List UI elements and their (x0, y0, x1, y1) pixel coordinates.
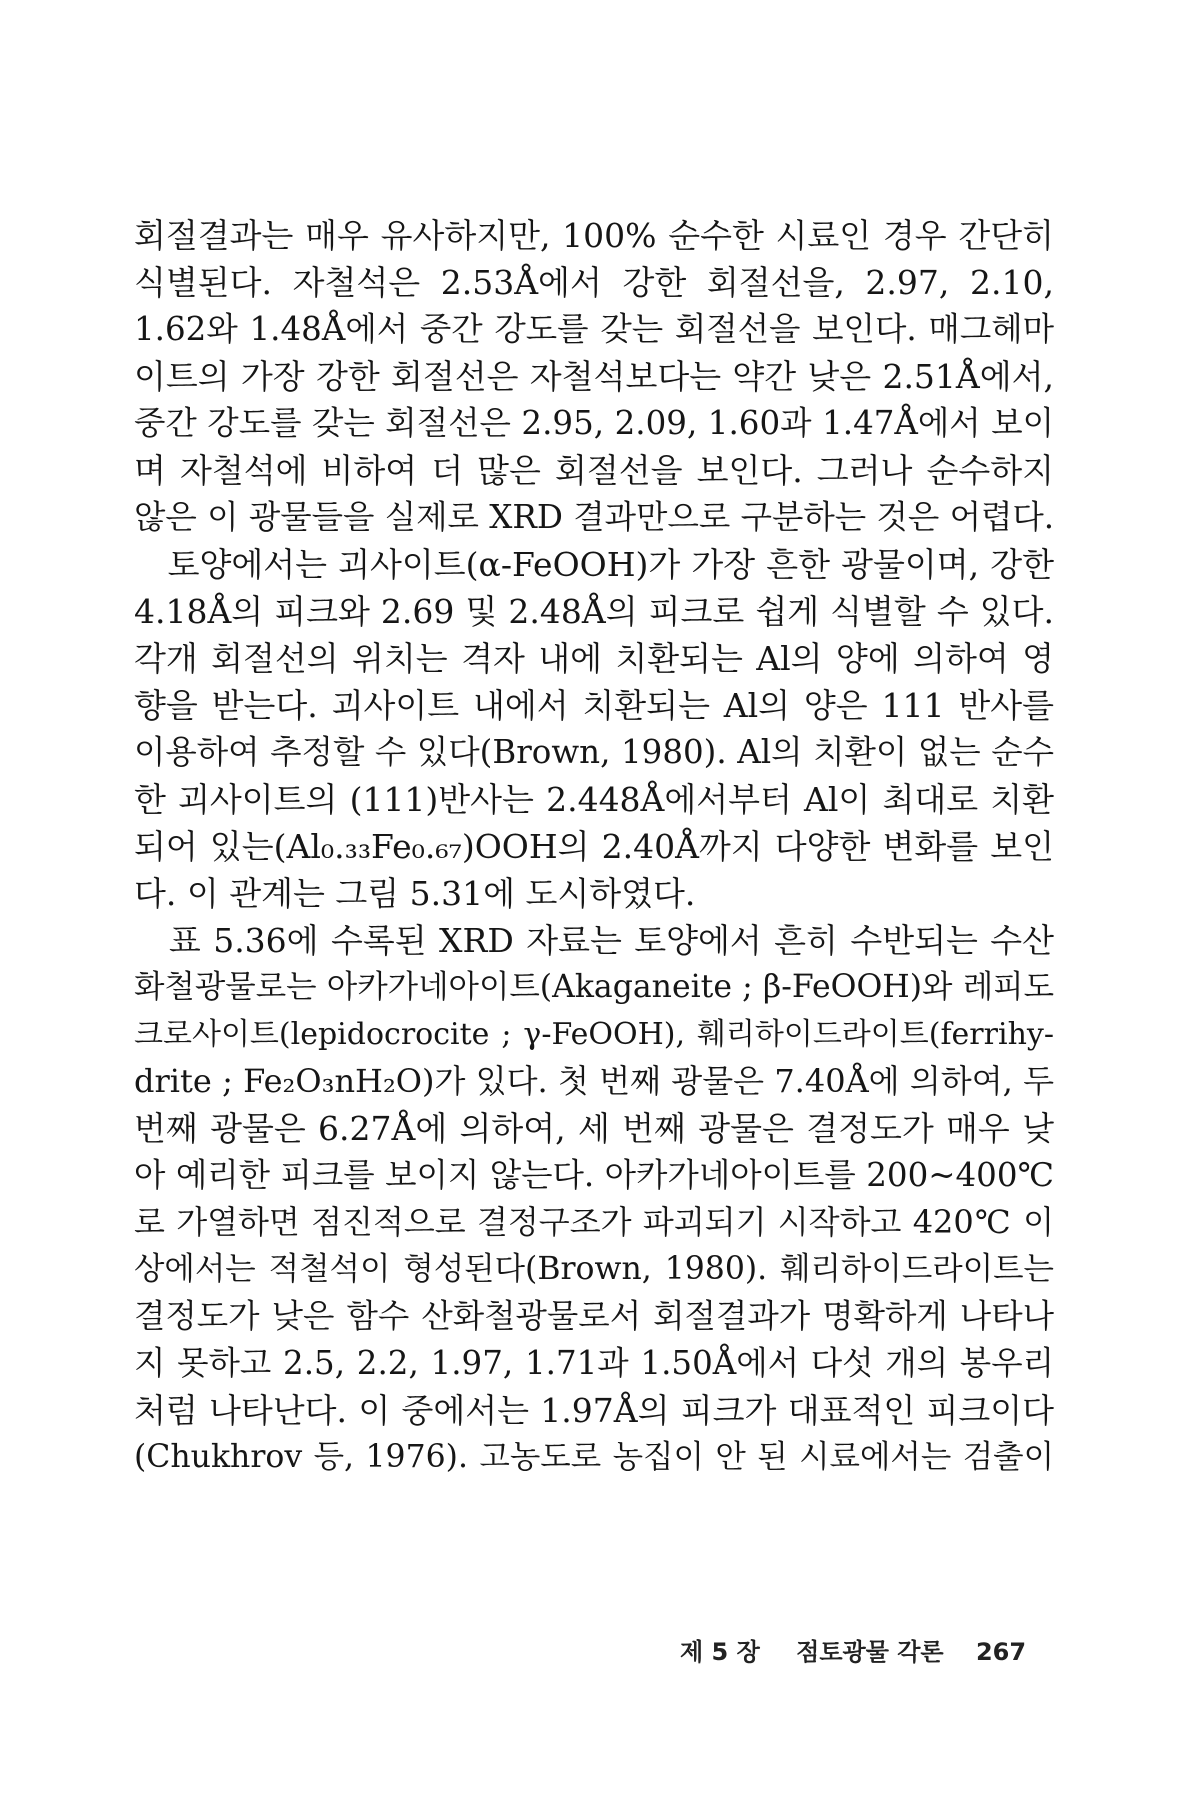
text-line: 로 가열하면 점진적으로 결정구조가 파괴되기 시작하고 420℃ 이 (134, 1203, 1054, 1241)
page-number: 267 (975, 1638, 1027, 1666)
page-body (134, 212, 1054, 1481)
text-line: 지 못하고 2.5, 2.2, 1.97, 1.71과 1.50Å에서 다섯 개의 봉우리 (134, 1344, 1054, 1382)
text-line: (Chukhrov 등, 1976). 고농도로 농집이 안 된 시료에서는 검출이 (134, 1439, 1054, 1475)
text-line: 이용하여 추정할 수 있다(Brown, 1980). Al의 치환이 없는 순수 (134, 733, 1054, 771)
text-line: 4.18Å의 피크와 2.69 및 2.48Å의 피크로 쉽게 식별할 수 있다. (134, 592, 1054, 631)
text-line: 토양에서는 괴사이트(α-FeOOH)가 가장 흔한 광물이며, 강한 (134, 545, 1054, 584)
text-line: 며 자철석에 비하여 더 많은 회절선을 보인다. 그러나 순수하지 (134, 451, 1054, 490)
text-line: 않은 이 광물들을 실제로 XRD 결과만으로 구분하는 것은 어렵다. (134, 498, 1055, 536)
text-line: 식별된다. 자철석은 2.53Å에서 강한 회절선을, 2.97, 2.10, (134, 263, 1054, 302)
text-line: 이트의 가장 강한 회절선은 자철석보다는 약간 낮은 2.51Å에서, (134, 357, 1054, 396)
text-line: 중간 강도를 갖는 회절선은 2.95, 2.09, 1.60과 1.47Å에서 보이 (134, 404, 1054, 442)
text-line: 1.62와 1.48Å에서 중간 강도를 갖는 회절선을 보인다. 매그헤마 (134, 310, 1054, 348)
text-line: 되어 있는(Al₀.₃₃Fe₀.₆₇)OOH의 2.40Å까지 다양한 변화를 보인 (134, 827, 1054, 866)
text-line: 각개 회절선의 위치는 격자 내에 치환되는 Al의 양에 의하여 영 (134, 639, 1054, 678)
text-line: 표 5.36에 수록된 XRD 자료는 토양에서 흔히 수반되는 수산 (134, 921, 1054, 960)
text-line: 처럼 나타난다. 이 중에서는 1.97Å의 피크가 대표적인 피크이다 (134, 1391, 1054, 1430)
text-line: 향을 받는다. 괴사이트 내에서 치환되는 Al의 양은 111 반사를 (134, 686, 1054, 725)
text-line: 아 예리한 피크를 보이지 않는다. 아카가네아이트를 200~400℃ (134, 1156, 1054, 1194)
text-line: 결정도가 낮은 함수 산화철광물로서 회절결과가 명확하게 나타나 (134, 1297, 1054, 1335)
text-line: 번째 광물은 6.27Å에 의하여, 세 번째 광물은 결정도가 매우 낮 (134, 1109, 1054, 1148)
text-line: 한 괴사이트의 (111)반사는 2.448Å에서부터 Al이 최대로 치환 (134, 780, 1054, 819)
page-footer (680, 1632, 1050, 1667)
text-line: 회절결과는 매우 유사하지만, 100% 순수한 시료인 경우 간단히 (134, 216, 1054, 255)
chapter-title: 점토광물 각론 (796, 1638, 944, 1666)
paragraph-1 (134, 212, 1054, 541)
text-line: 크로사이트(lepidocrocite ; γ-FeOOH), 훼리하이드라이트(ferrihy- (134, 1017, 1054, 1052)
chapter-label: 제 5 장 (680, 1638, 760, 1666)
text-line: 화철광물로는 아카가네아이트(Akaganeite ; β-FeOOH)와 레피도 (134, 969, 1054, 1005)
paragraph-3 (134, 917, 1054, 1481)
paragraph-2 (134, 541, 1054, 917)
text-line: 다. 이 관계는 그림 5.31에 도시하였다. (134, 874, 696, 913)
text-line: drite ; Fe₂O₃nH₂O)가 있다. 첫 번째 광물은 7.40Å에 의하여, 두 (134, 1062, 1054, 1100)
text-line: 상에서는 적철석이 형성된다(Brown, 1980). 훼리하이드라이트는 (134, 1251, 1054, 1287)
